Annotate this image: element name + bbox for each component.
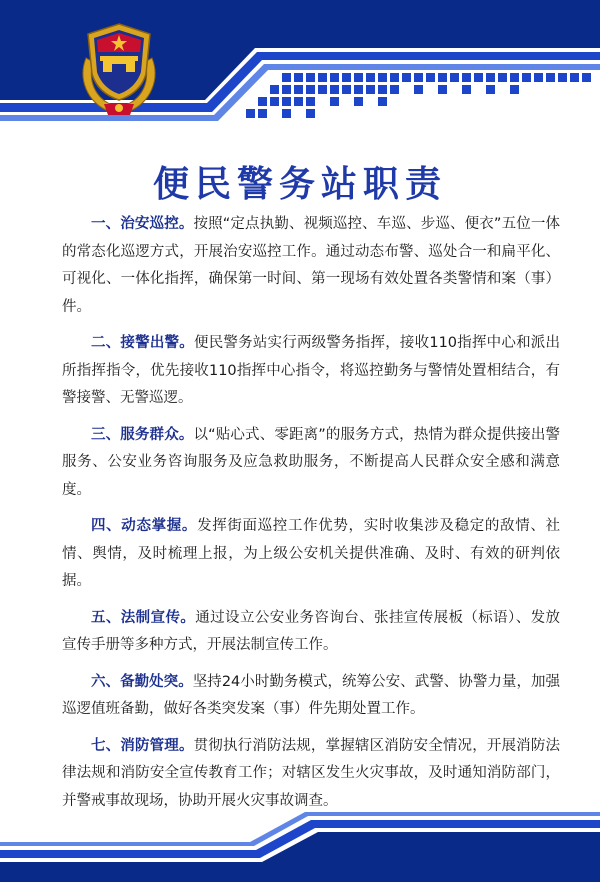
duty-item-1 [62, 211, 560, 321]
police-emblem-icon [74, 20, 164, 120]
duty-heading: 一、治安巡控。 [91, 216, 194, 232]
duty-text: 发挥街面巡控工作优势，实时收集涉及稳定的敌情、社情、舆情，及时梳理上报，为上级公安机关提供准确、及时、有效的研判依据。 [62, 518, 561, 589]
duty-heading: 五、法制宣传。 [91, 609, 196, 626]
duty-heading: 四、动态掌握。 [91, 518, 198, 534]
duty-text: 按照“定点执勤、视频巡控、车巡、步巡、便衣”五位一体的常态化巡逻方式，开展治安巡控工作。通过动态布警、巡处合一和扁平化、可视化、一体化指挥，确保第一时间、第一现场有效处置各类警情和案（事）件。 [62, 216, 560, 315]
duty-text: 坚持24小时勤务模式，统筹公安、武警、协警力量，加强巡逻值班备勤，做好各类突发案（事）件先期处置工作。 [62, 673, 561, 717]
bottom-decorative-band [0, 812, 600, 882]
duty-heading: 七、消防管理。 [91, 737, 194, 754]
duties-list [62, 211, 560, 824]
duty-text: 贯彻执行消防法规，掌握辖区消防安全情况，开展消防法律法规和消防安全宣传教育工作；对辖区发生火灾事故，及时通知消防部门，并警戒事故现场，协助开展火灾事故调查。 [62, 737, 561, 809]
duty-item-4 [62, 513, 560, 596]
page-title: 便民警务站职责 [152, 164, 447, 205]
duty-text: 便民警务站实行两级警务指挥，接收110指挥中心和派出所指挥指令，优先接收110指挥中心指令，将巡控勤务与警情处置相结合，有警接警、无警巡逻。 [62, 335, 560, 406]
duty-item-3 [62, 422, 560, 505]
duty-text: 以“贴心式、零距离”的服务方式，热情为群众提供接出警服务、公安业务咨询服务及应急救助服务，不断提高人民群众安全感和满意度。 [62, 426, 560, 498]
duty-item-6 [62, 669, 560, 724]
duty-heading: 三、服务群众。 [91, 426, 194, 443]
duty-item-7 [62, 733, 560, 816]
duty-item-5 [62, 605, 560, 660]
duty-heading: 六、备勤处突。 [91, 673, 193, 690]
duty-item-2 [62, 330, 560, 413]
duty-heading: 二、接警出警。 [91, 335, 194, 351]
duty-text: 通过设立公安业务咨询台、张挂宣传展板（标语）、发放宣传手册等多种方式，开展法制宣传工作。 [62, 609, 560, 653]
